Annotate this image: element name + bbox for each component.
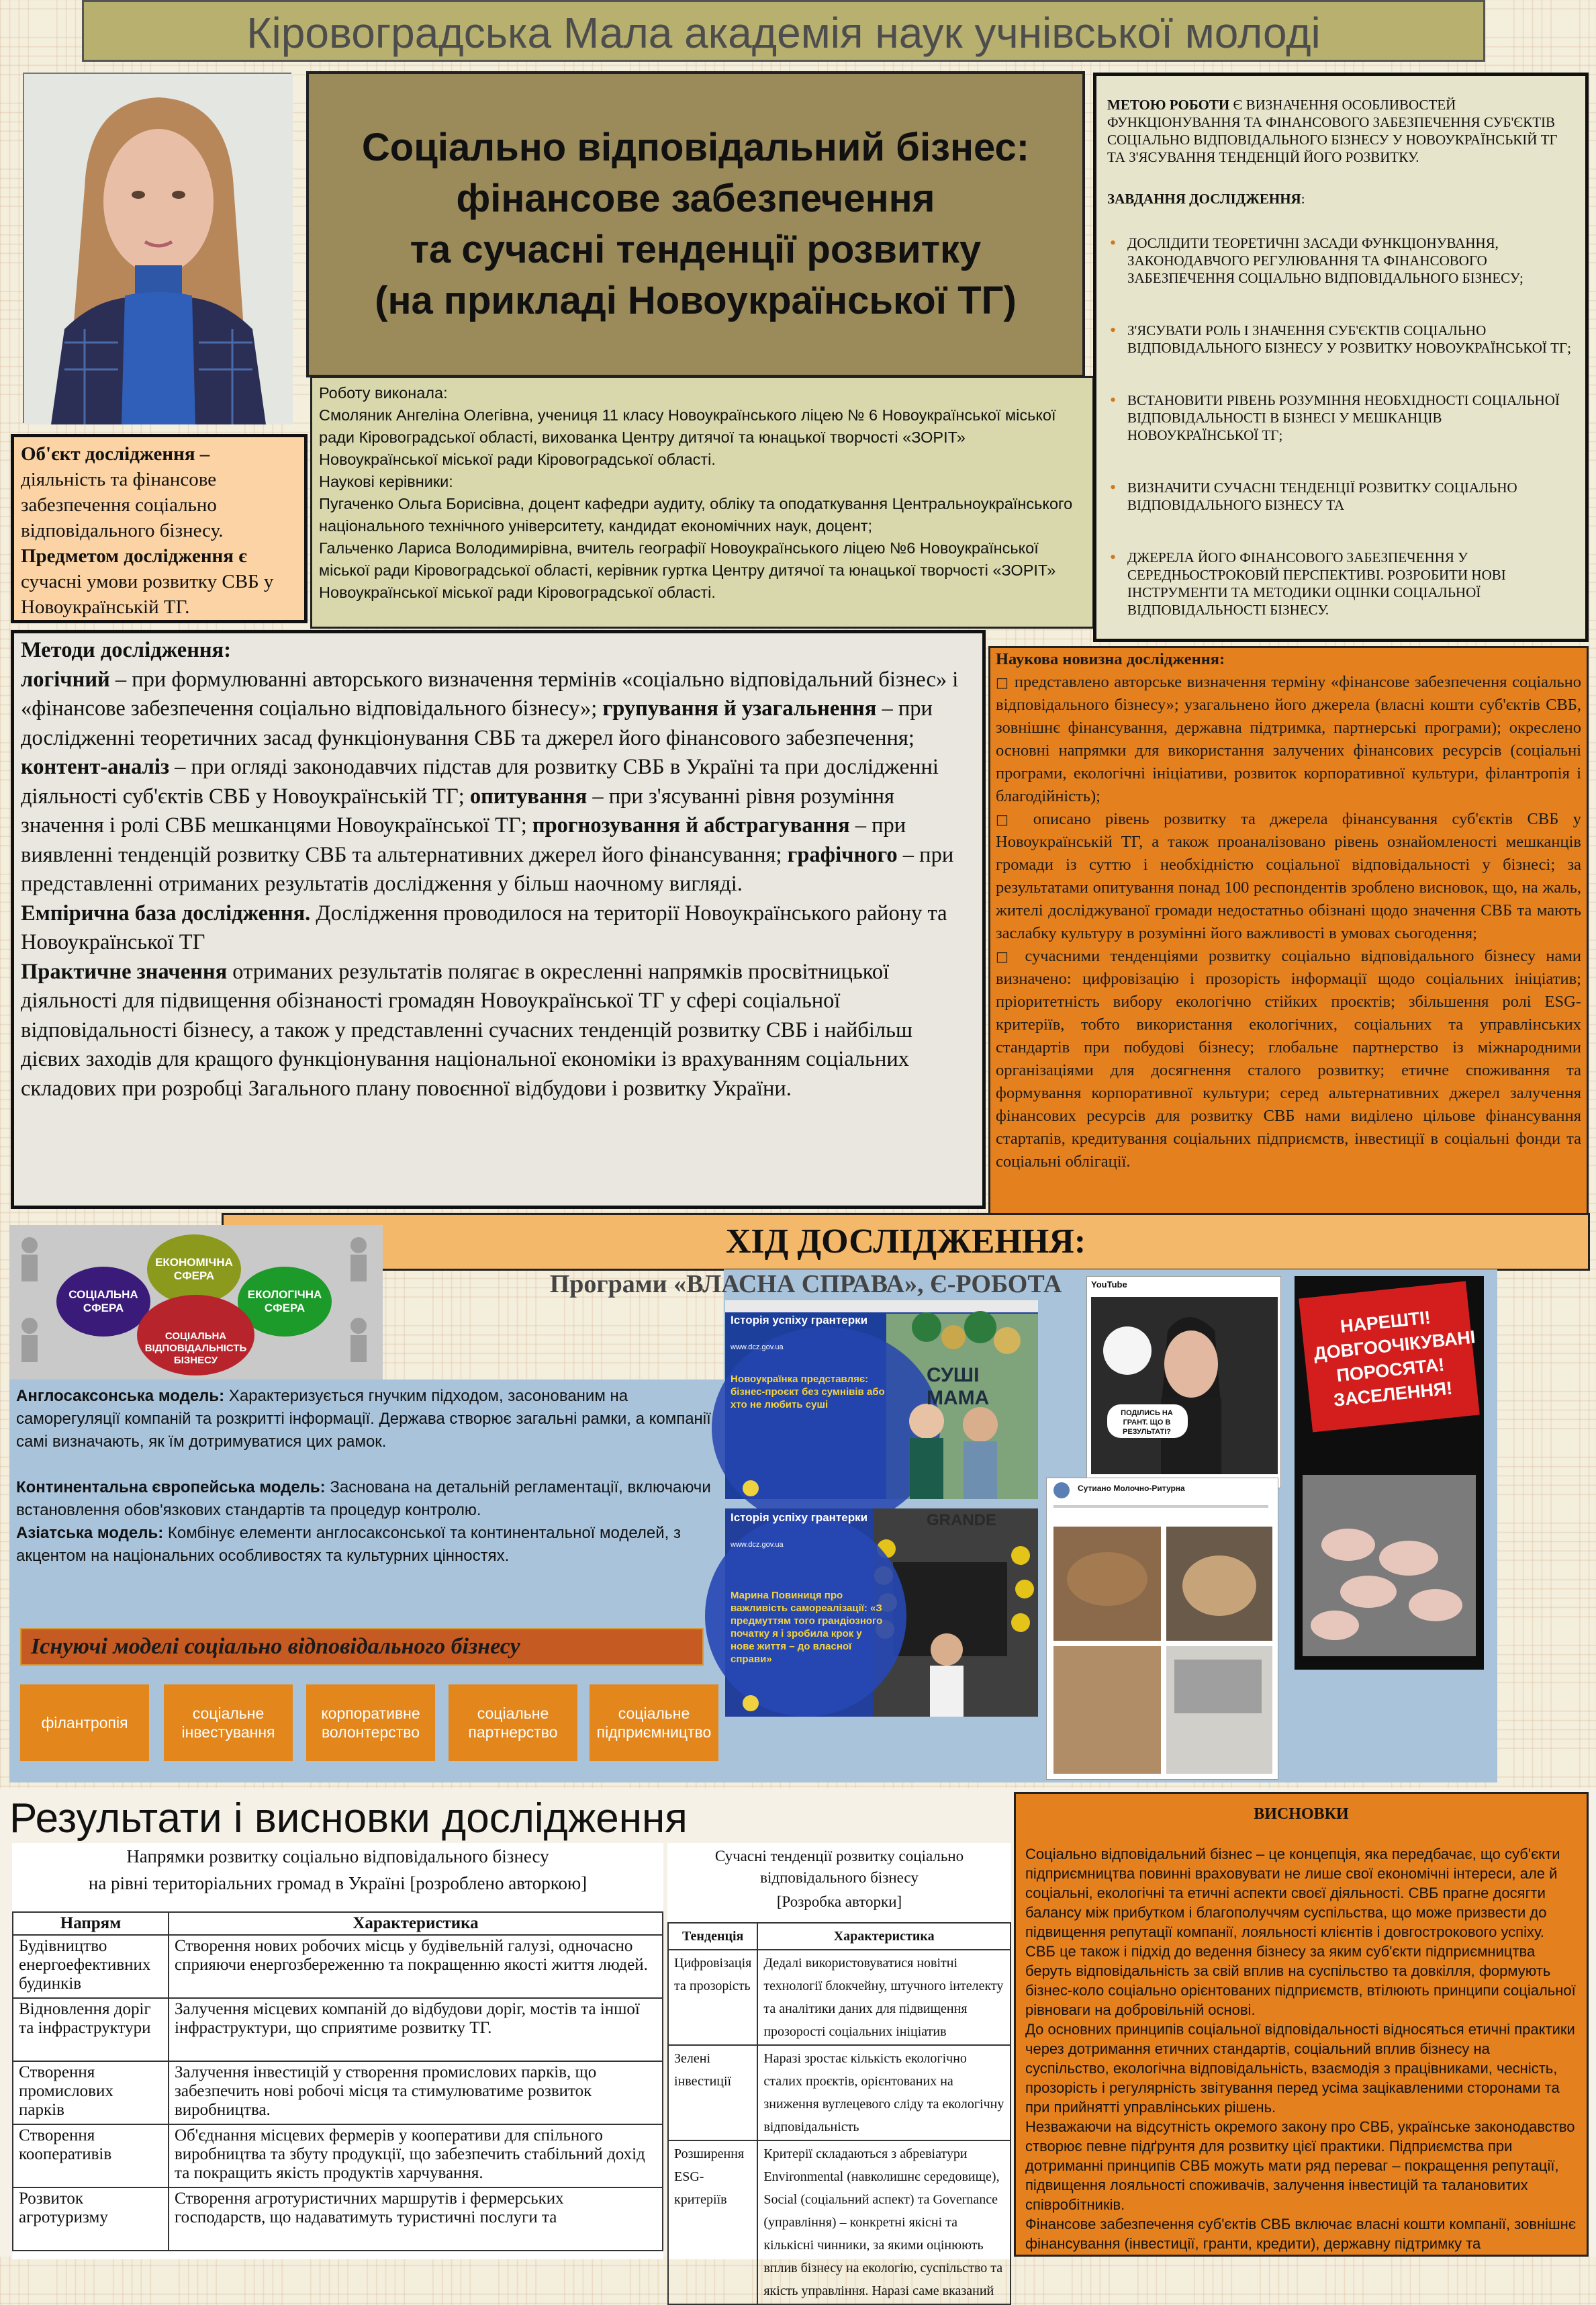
people-silhouettes-icon: [9, 1225, 383, 1380]
title-line-4: (на прикладі Новоукраїнської ТГ): [375, 279, 1017, 322]
method-forecast-label: прогнозування й абстрагування: [532, 813, 850, 838]
author-photo: [23, 73, 291, 423]
table2-cell: Зелені інвестиції: [668, 2045, 757, 2140]
table2-cell: Наразі зростає кількість екологічно сталих проєктів, орієнтованих на зниження вуглецевого сліду та екологічну відповідальність: [757, 2045, 1011, 2140]
method-graphic-label: графічного: [787, 842, 898, 867]
models-box: [9, 1380, 724, 1611]
venn-ecological-label: ЕКОЛОГІЧНА СФЕРА: [247, 1288, 322, 1314]
table2-cell: Розширення ESG-критеріїв: [668, 2140, 757, 2304]
task-item: • ДЖЕРЕЛА ЙОГО ФІНАНСОВОГО ЗАБЕЗПЕЧЕННЯ У СЕРЕДНЬОСТРОКОВІЙ ПЕРСПЕКТИВІ. РОЗРОБИТИ НОВІ ІНСТРУМЕНТИ ТА МЕТОДИКИ ОЦІНКИ СОЦІАЛЬНОЇ ВІДПОВІДАЛЬНОСТІ БІЗНЕСУ.: [1107, 549, 1575, 619]
trends-table: [667, 1843, 1011, 2298]
method-logical-text: – при формулюванні авторського визначення термінів «соціально відповідальний бізнес» і «фінансове забезпечення соціально відповідального бізнесу»;: [21, 667, 959, 721]
supervisor-1: Пугаченко Ольга Борисівна, доцент кафедри аудиту, обліку та оподаткування Центральноукраїнського національного технічного університету, кандидат економічних наук, доцент;: [319, 495, 1073, 535]
method-forecast-text: – при виявленні тенденцій розвитку СВБ та альтернативних джерел його фінансування;: [21, 813, 906, 867]
square-bullet-icon: □: [996, 948, 1015, 964]
story-2-site: www.dcz.gov.ua: [731, 1541, 784, 1549]
conclusions-p3: Незважаючи на відсутність окремого закону про СВБ, українське законодавство створює певне підґрунтя для розвитку цієї практики. Підприємства при дотриманні принципів СВБ можуть мати ряд переваг – покращення репутації, підвищення лояльності споживачів, залучення інвестицій та талановитих співробітників.: [1025, 2118, 1575, 2213]
table1-header-characteristic: Характеристика: [169, 1912, 663, 1935]
table1-cell: Залучення інвестицій у створення промислових парків, що забезпечить нові робочі місця та стимулюватиме розвиток виробництва.: [169, 2061, 663, 2124]
model-corporate-volunteering: корпоративне волонтерство: [306, 1684, 435, 1761]
piglets-caption: НАРЕШТІ! ДОВГООЧІКУВАНІ ПОРОСЯТА! ЗАСЕЛЕННЯ!: [1313, 1307, 1476, 1410]
method-content-label: контент-аналіз: [21, 755, 170, 779]
asian-label: Азіатська модель:: [16, 1524, 164, 1542]
table2-cell: Критерії складаються з абревіатури Environmental (навколишнє середовище), Social (соціальний аспект) та Governance (управління) – конкретні якісні та кількісні чинники, за якими оцінюють вплив бізнесу на екологію, суспільство та якість управління. Наразі саме вказаний: [757, 2140, 1011, 2304]
table-row: [13, 2124, 663, 2187]
table-row: [13, 2187, 663, 2251]
portrait-image: [24, 74, 293, 424]
programs-title: Програми «ВЛАСНА СПРАВА», Є-РОБОТА: [549, 1270, 1062, 1298]
novelty-p3: сучасними тенденціями розвитку соціально відповідального бізнесу нами визначено: цифровізацію і прозорість інформації щодо соціальних ініціатив; пріоритетність вибору екологічно стійких проєктів; збільшення ролі ESG-критеріїв, тобто використання екологічних, соціальних та управлінських стандартів при побудові бізнесу; глобальне партнерство із міжнародними організаціями для досягнення сталого розвитку; етичне споживання та формування корпоративної культури; серед альтернативних джерел залучення фінансових ресурсів для розвитку СВБ нами виділено цільове фінансування стартапів, кредитування соціальних підприємств, інвестиції в соціальні фонди та соціальні облігації.: [996, 947, 1581, 1171]
continental-label: Континентальна європейська модель:: [16, 1478, 326, 1496]
practical-label: Практичне значення: [21, 959, 228, 984]
table2-header-trend: Тенденція: [668, 1923, 757, 1950]
table1-cell: Відновлення доріг та інфраструктури: [13, 1998, 169, 2061]
poster-title: [306, 71, 1085, 377]
story-1-heading: Історія успіху грантерки: [731, 1314, 868, 1326]
table-row: [13, 1935, 663, 1998]
story-1-caption: Новоукраїнка представляє: бізнес-проєкт без сумнівів або хто не любить суші: [731, 1373, 885, 1410]
conclusions-box: [1014, 1792, 1589, 2257]
conclusions-title: ВИСНОВКИ: [1254, 1805, 1349, 1823]
story-2-caption: Марина Повиниця про важливість самореалізації: «З предмуттям того грандіозного початку я і зробила крок у нове життя – до власної справи»: [731, 1590, 883, 1665]
table-row: [13, 1998, 663, 2061]
title-line-1: Соціально відповідальний бізнес:: [361, 126, 1030, 169]
header-title: Кіровоградська Мала академія наук учнівської молоді: [82, 0, 1485, 62]
table1-cell: Розвиток агротуризму: [13, 2187, 169, 2251]
model-social-entrepreneurship: соціальне підприємництво: [590, 1684, 718, 1761]
title-line-2: фінансове забезпечення: [456, 177, 935, 220]
square-bullet-icon: □: [996, 674, 1010, 690]
table1-cell: Створення агротуристичних маршрутів і фермерських господарств, що надаватимуть туристичні послуги та: [169, 2187, 663, 2251]
success-story-1-image: [725, 1300, 1038, 1499]
table1-cell: Об'єднання місцевих фермерів у кооперативи для спільного виробництва та збуту продукції, що забезпечить стабільний дохід та покращить якість продуктів харчування.: [169, 2124, 663, 2187]
task-item: • ДОСЛІДИТИ ТЕОРЕТИЧНІ ЗАСАДИ ФУНКЦІОНУВАННЯ, ЗАКОНОДАВЧОГО РЕГУЛЮВАННЯ ТА ФІНАНСОВОГО ЗАБЕЗПЕЧЕННЯ СОЦІАЛЬНО ВІДПОВІДАЛЬНОГО БІЗНЕСУ;: [1107, 234, 1575, 287]
methods-title: Методи дослідження:: [21, 638, 232, 662]
table1-cell: Створення нових робочих місць у будівельній галузі, одночасно сприяючи енергозбереженню та покращенню якості життя людей.: [169, 1935, 663, 1998]
table1-caption-line2: на рівні територіальних громад в Україні [розроблено авторкою]: [88, 1873, 588, 1893]
table1-cell: Створення промислових парків: [13, 2061, 169, 2124]
conclusions-p4: Фінансове забезпечення суб'єктів СВБ включає власні кошти компанії, зовнішнє фінансування (інвестиції, гранти, кредити), державну підтримку та: [1025, 2216, 1577, 2252]
table1-cell: Створення кооперативів: [13, 2124, 169, 2187]
object-box: [11, 434, 308, 623]
aim-text: Є ВИЗНАЧЕННЯ ОСОБЛИВОСТЕЙ ФУНКЦІОНУВАННЯ ТА ФІНАНСОВОГО ЗАБЕЗПЕЧЕННЯ СУБ'ЄКТІВ СОЦІАЛЬНО ВІДПОВІДАЛЬНОГО БІЗНЕСУ У НОВОУКРАЇНСЬКІЙ ТГ ТА З'ЯСУВАННЯ ТЕНДЕНЦІЙ ЙОГО РОЗВИТКУ.: [1107, 97, 1558, 165]
supervisors-label: Наукові керівники:: [319, 473, 453, 490]
table2-cell: Дедалі використовуватися новітні технології блокчейну, штучного інтелекту та аналітики даних для підвищення прозорості соціальних ініціатив: [757, 1950, 1011, 2045]
novelty-p1: представлено авторське визначення терміну «фінансове забезпечення соціально відповідального бізнесу»; узагальнено його джерела (власні кошти суб'єктів СВБ, зовнішнє фінансування, державна підтримка, партнерські програми); окреслено основні напрямки для використання залучених фінансових ресурсів (соціальні програми, екологічні ініціативи, розвиток корпоративної культури, філантропія і благодійність);: [996, 673, 1581, 805]
table2-cell: Цифровізація та прозорість: [668, 1950, 757, 2045]
tasks-label: ЗАВДАННЯ ДОСЛІДЖЕННЯ: [1107, 191, 1301, 207]
method-content-text: – при огляді законодавчих підстав для розвитку СВБ в Україні та при дослідженні діяльності суб'єктів СВБ у Новоукраїнській ТГ;: [21, 755, 939, 809]
method-survey-label: опитування: [469, 784, 588, 809]
table-row: [668, 2045, 1011, 2140]
table2-header-characteristic: Характеристика: [757, 1923, 1011, 1950]
method-logical-label: логічний: [21, 667, 110, 692]
object-text: діяльність та фінансове забезпечення соціально відповідального бізнесу.: [21, 469, 224, 541]
course-title: ХІД ДОСЛІДЖЕННЯ:: [222, 1213, 1590, 1271]
table-row: [13, 2061, 663, 2124]
continental-text: Заснована на детальній регламентації, включаючи встановлення обов'язкових стандартів та процедур контролю.: [16, 1478, 711, 1519]
facebook-post-graphic: [1047, 1478, 1279, 1780]
existing-models-title: Існуючі моделі соціально відповідального бізнесу: [20, 1628, 704, 1666]
asian-text: Комбінує елементи англосаксонської та континентальної моделей, з акцентом на національних особливостях та культурних цінностях.: [16, 1524, 681, 1565]
directions-table: [12, 1843, 663, 2259]
goals-box: МЕТОЮ РОБОТИ Є ВИЗНАЧЕННЯ ОСОБЛИВОСТЕЙ ФУНКЦІОНУВАННЯ ТА ФІНАНСОВОГО ЗАБЕЗПЕЧЕННЯ СУБ'ЄКТІВ СОЦІАЛЬНО ВІДПОВІДАЛЬНОГО БІЗНЕСУ У НОВОУКРАЇНСЬКІЙ ТГ ТА З'ЯСУВАННЯ ТЕНДЕНЦІЙ ЙОГО РОЗВИТКУ. ЗАВДАННЯ ДОСЛІДЖЕННЯ: • ДОСЛІДИТИ ТЕОРЕТИЧНІ ЗАСАДИ ФУНКЦІОНУВАННЯ, ЗАКОНОДАВЧОГО РЕГУЛЮВАННЯ ТА ФІНАНСОВОГО ЗАБЕЗПЕЧЕННЯ СОЦІАЛЬНО ВІДПОВІДАЛЬНОГО БІЗНЕСУ; • З'ЯСУВАТИ РОЛЬ І ЗНАЧЕННЯ СУБ'ЄКТІВ СОЦІАЛЬНО ВІДПОВІДАЛЬНОГО БІЗНЕСУ У РОЗВИТКУ НОВОУКРАЇНСЬКОЇ ТГ; • ВСТАНОВИТИ РІВЕНЬ РОЗУМІННЯ НЕОБХІДНОСТІ СОЦІАЛЬНОЇ ВІДПОВІДАЛЬНОСТІ В БІЗНЕСІ У МЕШКАНЦІВ НОВОУКРАЇНСЬКОЇ ТГ; • ВИЗНАЧИТИ СУЧАСНІ ТЕНДЕНЦІЇ РОЗВИТКУ СОЦІАЛЬНО ВІДПОВІДАЛЬНОГО БІЗНЕСУ ТА • ДЖЕРЕЛА ЙОГО ФІНАНСОВОГО ЗАБЕЗПЕЧЕННЯ У СЕРЕДНЬОСТРОКОВІЙ ПЕРСПЕКТИВІ. РОЗРОБИТИ НОВІ ІНСТРУМЕНТИ ТА МЕТОДИКИ ОЦІНКИ СОЦІАЛЬНОЇ ВІДПОВІДАЛЬНОСТІ БІЗНЕСУ.: [1093, 73, 1589, 642]
anglo-label: Англосаксонська модель:: [16, 1387, 225, 1405]
author-info: Смоляник Ангеліна Олегівна, учениця 11 класу Новоукраїнського ліцею № 6 Новоукраїнської міської ради Кіровоградської області, вихованка Центру дитячої та юнацької творчості «ЗОРІТ» Новоукраїнської міської ради Кіровоградської області.: [319, 406, 1056, 468]
table2-grid: [667, 1922, 1011, 2305]
story-2-sign: GRANDE: [927, 1511, 997, 1529]
task-item: • З'ЯСУВАТИ РОЛЬ І ЗНАЧЕННЯ СУБ'ЄКТІВ СОЦІАЛЬНО ВІДПОВІДАЛЬНОГО БІЗНЕСУ У РОЗВИТКУ НОВОУКРАЇНСЬКОЇ ТГ;: [1107, 322, 1575, 357]
model-social-investing: соціальне інвестування: [164, 1684, 293, 1761]
novelty-box: [988, 646, 1589, 1216]
venn-economic-label: ЕКОНОМІЧНА СФЕРА: [155, 1256, 233, 1282]
model-philanthropy: філантропія: [20, 1684, 149, 1761]
table-row: [668, 2140, 1011, 2304]
conclusions-p2: До основних принципів соціальної відповідальності відносяться етичні практики через дотримання етичних стандартів, соціальний вплив бізнесу на суспільство, екологічна відповідальність, взаємодія з працівниками, чесність, прозорість і регулярність звітування перед усіма зацікавленими сторонами та при прийнятті управлінських рішень.: [1025, 2021, 1575, 2116]
practical-text: отриманих результатів полягає в окресленні напрямків просвітницької діяльності для підвищення обізнаності громадян Новоукраїнської ТГ у сфері соціальної відповідальності бізнесу, а також у представленні сучасних тенденцій розвитку СВБ і найбільш дієвих заходів для кращого функціонування національної економіки із врахуванням соціальних складових при розробці Загального плану повоєнної відбудови і розвитку України.: [21, 959, 912, 1101]
success-story-2-image: [725, 1508, 1038, 1717]
venn-center-label: СОЦІАЛЬНА ВІДПОВІДАЛЬНІСТЬ БІЗНЕСУ: [144, 1330, 247, 1366]
method-graphic-text: – при представленні отриманих результатів дослідження у більш наочному вигляді.: [21, 842, 954, 896]
table1-caption-line1: Напрямки розвитку соціально відповідального бізнесу: [126, 1846, 549, 1866]
method-grouping-label: групування й узагальнення: [602, 696, 877, 721]
authors-label: Роботу виконала:: [319, 384, 448, 402]
youtube-bubble-text: ПОДІЛИСЬ НА ГРАНТ. ЩО В РЕЗУЛЬТАТІ?: [1121, 1409, 1173, 1436]
table1-grid: [12, 1911, 663, 2251]
table-row: [668, 1950, 1011, 2045]
square-bullet-icon: □: [996, 811, 1019, 827]
table2-caption-line1: Сучасні тенденції розвитку соціально відповідального бізнесу: [714, 1848, 964, 1886]
youtube-video-screenshot: [1086, 1276, 1281, 1488]
subject-label: Предметом дослідження є: [21, 545, 247, 567]
title-line-3: та сучасні тенденції розвитку: [410, 228, 982, 271]
table1-cell: Залучення місцевих компаній до відбудови доріг, мостів та іншої інфраструктури, що сприятиме розвитку ТГ.: [169, 1998, 663, 2061]
csr-venn-diagram: [9, 1225, 383, 1380]
table2-caption-line2: [Розробка авторки]: [776, 1893, 902, 1910]
conclusions-p1: Соціально відповідальний бізнес – це концепція, яка передбачає, що суб'єкти підприємництва повинні враховувати не лише свої економічні інтереси, але й соціальні, екологічні та етичні аспекти своєї діяльності. СВБ прагне досягти балансу між прибутком і благополуччям суспільства, що може призвести до підвищення репутації компанії, лояльності клієнтів і довгострокового успіху. СВБ це також і підхід до ведення бізнесу за яким суб'єкти підприємництва беруть відповідальність за свій вплив на суспільство та довкілля, формують бізнес-коло соціально орієнтованих підприємств, втілюють принципи соціальної рівноваги на добровільній основі.: [1025, 1846, 1576, 2018]
story-2-heading: Історія успіху грантерки: [731, 1511, 868, 1524]
task-item: • ВСТАНОВИТИ РІВЕНЬ РОЗУМІННЯ НЕОБХІДНОСТІ СОЦІАЛЬНОЇ ВІДПОВІДАЛЬНОСТІ В БІЗНЕСІ У МЕШКАНЦІВ НОВОУКРАЇНСЬКОЇ ТГ;: [1107, 392, 1575, 444]
youtube-video-graphic: [1087, 1277, 1282, 1489]
object-label: Об'єкт дослідження –: [21, 443, 210, 465]
venn-social-label: СОЦІАЛЬНА СФЕРА: [68, 1288, 138, 1314]
methods-box: [11, 630, 986, 1209]
task-item: • ВИЗНАЧИТИ СУЧАСНІ ТЕНДЕНЦІЇ РОЗВИТКУ СОЦІАЛЬНО ВІДПОВІДАЛЬНОГО БІЗНЕСУ ТА: [1107, 479, 1575, 514]
method-grouping-text: – при дослідженні теоретичних засад функціонування СВБ та джерел його фінансового забезпечення;: [21, 696, 933, 750]
subject-text: сучасні умови розвитку СВБ у Новоукраїнській ТГ.: [21, 571, 274, 618]
aim-label: МЕТОЮ РОБОТИ: [1107, 97, 1230, 113]
story-1-site: www.dcz.gov.ua: [731, 1343, 784, 1351]
piglets-post-screenshot: [1295, 1276, 1484, 1670]
story-1-sign: СУШІ МАМА: [927, 1364, 990, 1409]
model-social-partnership: соціальне партнерство: [449, 1684, 577, 1761]
facebook-post-screenshot: [1046, 1478, 1278, 1780]
novelty-p2: описано рівень розвитку та джерела фінансування суб'єктів СВБ у Новоукраїнській ТГ, а також проаналізовано рівень ознайомленості мешканців громади із суттю і необхідністю соціальної відповідальності у бізнесі; за результатами опитування понад 100 респондентів зроблено висновок, що, на жаль, жителі досліджуваної громади недостатньо обізнані щодо значення СВБ та мають заслабку культуру в розумінні його важливості в умовах сьогодення;: [996, 810, 1581, 942]
results-title: Результати і висновки дослідження: [9, 1795, 688, 1842]
youtube-label: YouTube: [1091, 1279, 1127, 1290]
tasks-list: [1107, 234, 1575, 619]
facebook-post-author: Сутиано Молочно-Ритурна: [1078, 1484, 1185, 1493]
method-survey-text: – при з'ясуванні рівня розуміння значення і ролі СВБ мешканцями Новоукраїнської ТГ;: [21, 784, 894, 838]
table1-header-direction: Напрям: [13, 1912, 169, 1935]
empirical-label: Емпірична база дослідження.: [21, 901, 311, 925]
authors-box: [310, 376, 1094, 629]
novelty-title: Наукова новизна дослідження:: [996, 650, 1225, 668]
empirical-text: Дослідження проводилося на території Новоукраїнського району та Новоукраїнської ТГ: [21, 901, 947, 954]
anglo-text: Характеризується гнучким підходом, засонованим на саморегуляції компаній та розкритті інформації. Держава створює загальні рамки, а компанії самі визначають, як їм дотримуватися цих рамок.: [16, 1387, 711, 1451]
supervisor-2: Гальченко Лариса Володимирівна, вчитель географії Новоукраїнського ліцею №6 Новоукраїнської міської ради Кіровоградської області, керівник гуртка Центру дитячої та юнацької творчості «ЗОРІТ» Новоукраїнської міської ради Кіровоградської області.: [319, 539, 1056, 601]
table1-cell: Будівництво енергоефективних будинків: [13, 1935, 169, 1998]
